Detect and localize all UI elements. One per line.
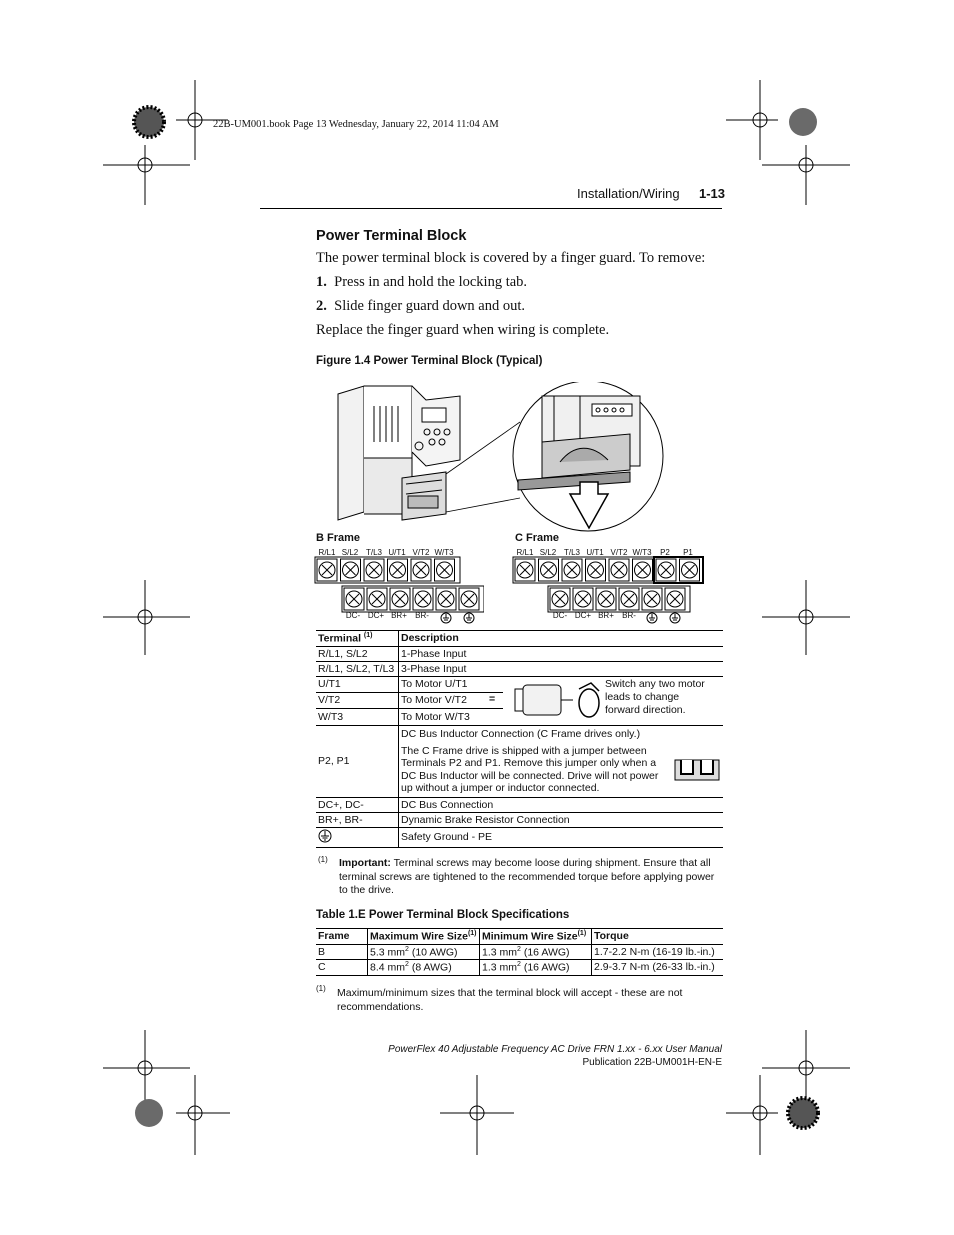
step-text: Press in and hold the locking tab. xyxy=(334,274,528,290)
min-wire-cell xyxy=(480,944,592,960)
superscript: 2 xyxy=(405,961,409,968)
table-row xyxy=(316,646,723,661)
description-cell: 1-Phase Input xyxy=(399,646,724,661)
terminal-screw-icon xyxy=(435,559,455,581)
terminal-label: V/T2 xyxy=(412,548,430,557)
description-cell: 3-Phase Input xyxy=(399,661,724,676)
terminal-label: P2 xyxy=(660,548,670,557)
terminal-screw-icon xyxy=(586,559,606,581)
table-row xyxy=(316,661,723,676)
max-wire-cell xyxy=(368,944,480,960)
terminal-cell: P2, P1 xyxy=(316,725,399,797)
motor-rotation-icon xyxy=(513,679,603,721)
terminal-screw-icon xyxy=(364,559,384,581)
terminal-label: DC+ xyxy=(367,611,385,620)
terminal-screw-icon xyxy=(642,588,662,610)
step-2 xyxy=(316,298,525,315)
printer-slug: 22B-UM001.book Page 13 Wednesday, January 22, 2014 11:04 AM xyxy=(213,119,499,130)
terminal-label: DC+ xyxy=(574,611,592,620)
terminal-cell: R/L1, S/L2, T/L3 xyxy=(316,661,399,676)
max-wire-cell xyxy=(368,960,480,976)
figure-caption: Figure 1.4 Power Terminal Block (Typical) xyxy=(316,355,543,367)
column-header-max-wire xyxy=(368,929,480,945)
terminal-screw-icon xyxy=(515,559,535,581)
terminal-screw-icon xyxy=(562,559,582,581)
table-row xyxy=(316,797,723,812)
terminal-label: DC- xyxy=(552,611,568,620)
column-header-terminal xyxy=(316,631,399,647)
crosshair-mark-icon xyxy=(762,580,850,655)
frame-cell: C xyxy=(316,960,368,976)
jumper-note: The C Frame drive is shipped with a jumper between Terminals P2 and P1. Remove this jumper only when a DC Bus Inductor will be connected. Drive will not power up without a jumper or inductor connected. xyxy=(401,744,659,794)
terminal-screw-icon xyxy=(609,559,629,581)
value-text: (16 AWG) xyxy=(520,946,570,958)
terminal-screw-icon xyxy=(680,559,700,581)
terminal-label: W/T3 xyxy=(434,548,454,557)
table-footnote xyxy=(339,857,723,898)
terminal-screw-icon xyxy=(388,559,408,581)
b-frame-terminal-block xyxy=(314,556,484,626)
description-cell: DC Bus Connection xyxy=(399,797,724,812)
value-text: (10 AWG) xyxy=(408,946,458,958)
description-cell: To Motor W/T3 xyxy=(399,709,504,725)
terminal-cell: BR+, BR- xyxy=(316,812,399,827)
footnote-mark: (1) xyxy=(316,984,326,993)
starburst-mark-icon xyxy=(134,107,164,137)
starburst-mark-icon xyxy=(788,1098,818,1128)
jumper-icon xyxy=(673,756,721,784)
description-cell: Safety Ground - PE xyxy=(399,827,724,847)
step-text: Slide finger guard down and out. xyxy=(334,298,526,314)
footnote-ref: (1) xyxy=(467,930,477,937)
value-text: (8 AWG) xyxy=(408,961,452,974)
frame-cell: B xyxy=(316,944,368,960)
terminal-label: S/L2 xyxy=(341,548,359,557)
column-header-min-wire xyxy=(480,929,592,945)
footer-manual-title: PowerFlex 40 Adjustable Frequency AC Drive FRN 1.xx - 6.xx User Manual xyxy=(388,1044,722,1055)
terminal-label: U/T1 xyxy=(586,548,604,557)
column-header-torque: Torque xyxy=(592,929,724,945)
terminal-screw-icon xyxy=(573,588,593,610)
crosshair-mark-icon xyxy=(103,145,190,205)
gray-dot-mark-icon xyxy=(135,1099,163,1127)
value-text: 1.3 mm xyxy=(482,946,518,958)
crosshair-mark-icon xyxy=(103,1030,190,1105)
step-1 xyxy=(316,274,527,291)
terminal-label: T/L3 xyxy=(563,548,580,557)
terminal-screw-icon xyxy=(367,588,387,610)
value-text: 8.4 mm xyxy=(370,961,406,974)
terminal-label: BR- xyxy=(415,611,429,620)
terminal-screw-icon xyxy=(665,588,685,610)
section-title: Power Terminal Block xyxy=(316,228,467,244)
crosshair-mark-icon xyxy=(440,1075,514,1155)
terminal-screw-icon xyxy=(550,588,570,610)
terminal-label: BR- xyxy=(622,611,636,620)
terminal-label: R/L1 xyxy=(318,548,336,557)
terminal-label: R/L1 xyxy=(516,548,534,557)
terminal-label: S/L2 xyxy=(539,548,557,557)
header-rule xyxy=(260,208,722,209)
terminal-label: P1 xyxy=(683,548,693,557)
important-label: Important: xyxy=(339,857,391,869)
spec-table-caption: Table 1.E Power Terminal Block Specifications xyxy=(316,909,570,921)
terminal-screw-icon xyxy=(596,588,616,610)
equals-sign: = xyxy=(489,692,496,705)
terminal-screw-icon xyxy=(633,559,653,581)
table-row xyxy=(316,812,723,827)
crosshair-mark-icon xyxy=(726,1075,778,1155)
crosshair-mark-icon xyxy=(103,580,190,655)
terminal-label: BR+ xyxy=(598,611,614,620)
terminal-screw-icon xyxy=(413,588,433,610)
terminal-screw-icon xyxy=(656,559,676,581)
terminal-screw-icon xyxy=(341,559,361,581)
column-header-frame: Frame xyxy=(316,929,368,945)
important-text: Terminal screws may become loose during shipment. Ensure that all terminal screws are tightened to the recommended torque before applying power to the drive. xyxy=(339,857,715,896)
terminal-cell xyxy=(316,827,399,847)
terminal-screw-icon xyxy=(390,588,410,610)
step-number: 1. xyxy=(316,274,327,290)
drive-unit-drawing xyxy=(338,386,460,520)
ground-icon xyxy=(464,613,474,623)
description-cell: To Motor V/T2 xyxy=(399,692,504,708)
gray-dot-mark-icon xyxy=(789,108,817,136)
dc-bus-inductor-text: DC Bus Inductor Connection (C Frame drives only.) xyxy=(401,727,641,740)
terminal-cell: V/T2 xyxy=(316,692,399,708)
value-text: 1.3 mm xyxy=(482,961,518,974)
table-row xyxy=(316,725,723,797)
ground-icon xyxy=(441,613,451,623)
crosshair-mark-icon xyxy=(726,80,778,160)
header-section: Installation/Wiring xyxy=(577,186,680,201)
terminal-label: W/T3 xyxy=(632,548,652,557)
superscript: 2 xyxy=(517,945,521,953)
table-row xyxy=(316,960,723,976)
step-number: 2. xyxy=(316,298,327,314)
terminal-label: U/T1 xyxy=(388,548,406,557)
description-cell: To Motor U/T1 xyxy=(399,676,504,692)
superscript: 2 xyxy=(517,961,521,968)
header-text: Maximum Wire Size xyxy=(370,930,468,943)
column-header-description: Description xyxy=(399,631,724,647)
terminal-screw-icon xyxy=(619,588,639,610)
spec-footnote: Maximum/minimum sizes that the terminal block will accept - these are not recommendations. xyxy=(337,987,683,1013)
table-row xyxy=(316,944,723,960)
terminal-screw-icon xyxy=(539,559,559,581)
terminal-cell: U/T1 xyxy=(316,676,399,692)
value-text: (16 AWG) xyxy=(520,961,570,974)
terminal-cell: W/T3 xyxy=(316,709,399,725)
superscript: 2 xyxy=(405,945,409,953)
terminal-cell: DC+, DC- xyxy=(316,797,399,812)
header-text: Terminal xyxy=(318,632,361,645)
ground-icon xyxy=(670,613,680,623)
terminal-cell: R/L1, S/L2 xyxy=(316,646,399,661)
footnote-mark: (1) xyxy=(318,855,328,864)
b-frame-label: B Frame xyxy=(316,532,361,544)
crosshair-mark-icon xyxy=(176,1075,230,1155)
table-row xyxy=(316,676,723,692)
torque-cell: 1.7-2.2 N-m (16-19 lb.-in.) xyxy=(592,944,724,960)
description-cell: Dynamic Brake Resistor Connection xyxy=(399,812,724,827)
terminal-table xyxy=(316,630,723,848)
terminal-screw-icon xyxy=(344,588,364,610)
terminal-screw-icon xyxy=(317,559,337,581)
table-header-row xyxy=(316,631,723,647)
table-row xyxy=(316,827,723,847)
footnote-ref: (1) xyxy=(363,632,373,639)
intro-paragraph: The power terminal block is covered by a finger guard. To remove: xyxy=(316,250,706,266)
torque-cell: 2.9-3.7 N-m (26-33 lb.-in.) xyxy=(592,960,724,976)
ground-icon xyxy=(647,613,657,623)
terminal-screw-icon xyxy=(436,588,456,610)
description-cell xyxy=(399,725,724,797)
crosshair-mark-icon xyxy=(762,1030,850,1105)
min-wire-cell xyxy=(480,960,592,976)
table-header-row xyxy=(316,929,723,945)
ground-icon xyxy=(318,829,332,843)
crosshair-mark-icon xyxy=(762,145,850,205)
terminal-label: DC- xyxy=(345,611,361,620)
value-text: 5.3 mm xyxy=(370,946,406,958)
footnote-ref: (1) xyxy=(577,930,587,937)
c-frame-terminal-block xyxy=(512,556,704,626)
motor-note-cell xyxy=(489,676,723,725)
closing-paragraph: Replace the finger guard when wiring is complete. xyxy=(316,322,610,338)
header-page-number: 1-13 xyxy=(699,186,726,201)
spec-table xyxy=(316,928,723,976)
terminal-label: V/T2 xyxy=(610,548,628,557)
terminal-screw-icon xyxy=(459,588,479,610)
footer-publication: Publication 22B-UM001H-EN-E xyxy=(582,1057,722,1068)
terminal-label: BR+ xyxy=(391,611,407,620)
c-frame-label: C Frame xyxy=(515,532,560,544)
motor-note: Switch any two motor leads to change forward direction. xyxy=(605,677,705,716)
terminal-label: T/L3 xyxy=(365,548,382,557)
drive-illustration xyxy=(330,382,670,534)
terminal-screw-icon xyxy=(411,559,431,581)
header-text: Minimum Wire Size xyxy=(482,930,578,943)
